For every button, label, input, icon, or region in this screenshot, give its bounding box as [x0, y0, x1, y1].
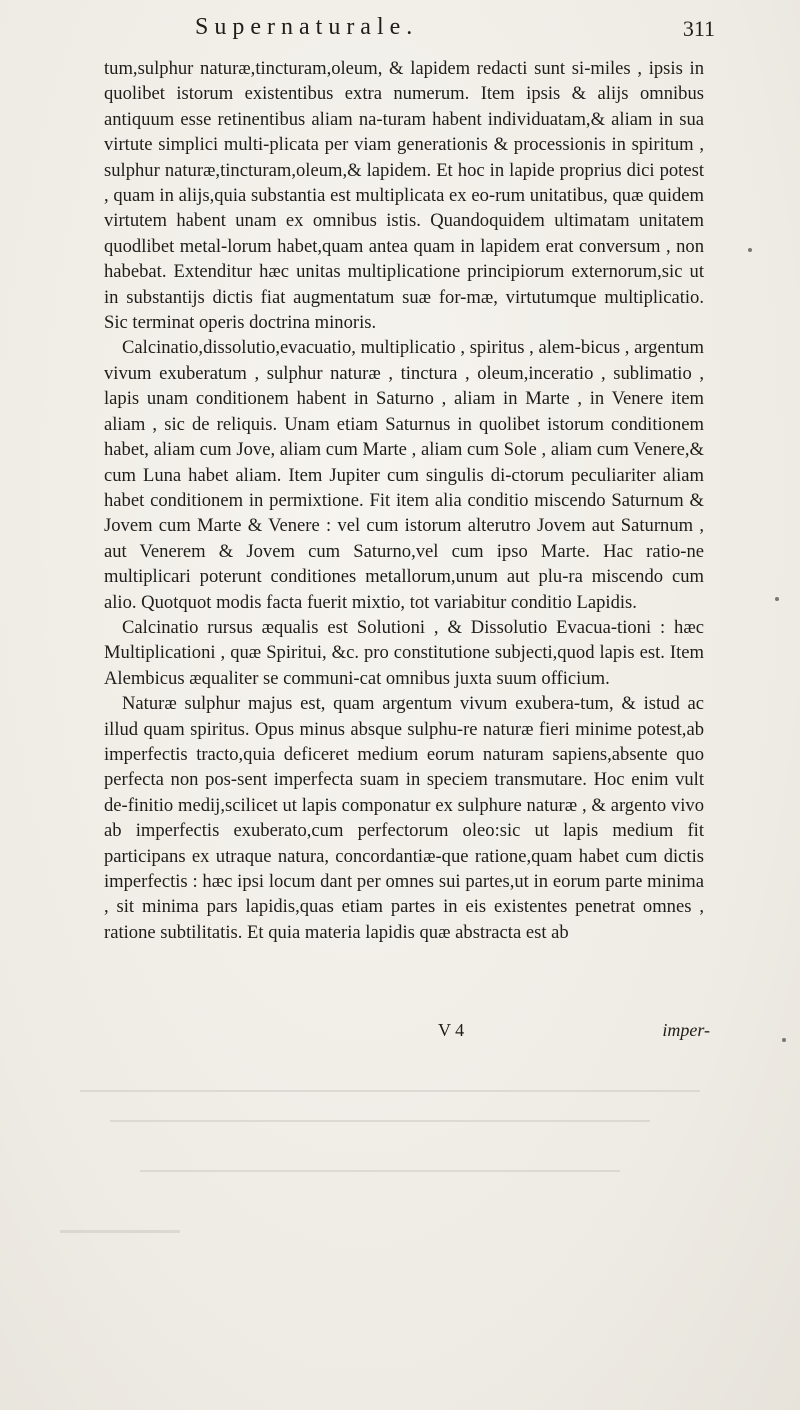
page-footer [350, 1020, 710, 1046]
running-title: Supernaturale. [195, 14, 419, 40]
paragraph-2: Calcinatio,dissolutio,evacuatio, multiplicatio , spiritus , alem-bicus , argentum vivum exuberatum , sulphur naturæ , tinctura , oleum,inceratio , sublimatio , lapis unam conditionem habent in Saturno , aliam in Marte , in Venere item aliam , sic de reliquis. Unam etiam Saturnus in quolibet istorum conditionem habet, aliam cum Jove, aliam cum Marte , aliam cum Sole , aliam cum Venere,& cum Luna habet aliam. Item Jupiter cum singulis di-ctorum peculiariter aliam habet conditionem in permixtione. Fit item alia conditio miscendo Saturnum & Jovem cum Marte & Venere : vel cum istorum alterutro Jovem aut Saturnum , aut Venerem & Jovem cum Saturno,vel cum ipso Marte. Hac ratio-ne multiplicari poterunt conditiones metallorum,unum aut plu-ra miscendo cum alio. Quotquot modis facta fuerit mixtio, tot variabitur conditio Lapidis. [104, 337, 704, 613]
page-number: 311 [682, 16, 715, 41]
paragraph-3: Calcinatio rursus æqualis est Solutioni , & Dissolutio Evacua-tioni : hæc Multiplicationi , quæ Spiritui, &c. pro constitutione subjecti,quod lapis est. Item Alembicus æqualiter se communi-cat omnibus juxta suum officium. [104, 616, 704, 689]
paper-speck [775, 597, 779, 601]
paper-speck [782, 1038, 786, 1042]
paragraph-4: Naturæ sulphur majus est, quam argentum vivum exubera-tum, & istud ac illud quam spiritus. Opus minus absque sulphu-re naturæ fieri minime potest,ab imperfectis tracto,quia deficeret medium eorum naturam sapiens,absente quo perfecta non pos-sent imperfecta suam in speciem transmutare. Hoc enim vult de-finitio medij,scilicet ut lapis componatur ex sulphure naturæ , & argento vivo ab imperfectis exuberato,cum perfectorum oleo:sic ut lapis medium fit participans ex utraque natura, concordantiæ-que ratione,quam habet cum dictis imperfectis : hæc ipsi locum dant per omnes sui partes,ut in eorum parte minima , sit minima pars lapidis,quas etiam partes in eis existentes penetrat omnes , ratione subtilitatis. Et quia materia lapidis quæ abstracta est ab [104, 693, 704, 943]
page-header [95, 14, 715, 54]
signature-mark: V 4 [438, 1020, 465, 1040]
paper-speck [748, 248, 752, 252]
catchword: imper- [662, 1020, 710, 1040]
body-text [104, 56, 704, 945]
paragraph-1: tum,sulphur naturæ,tincturam,oleum, & lapidem redacti sunt si-miles , ipsis in quolibet istorum existentibus extra numerum. Item ipsis & alijs omnibus antiquum esse retinentibus aliam na-turam habent individuatam,& aliam in sua virtute simplici multi-plicata per viam generationis & processionis in spiritum , sulphur naturæ,tincturam,oleum,& lapidem. Et hoc in lapide proprius dici potest , quam in alijs,quia substantia est multiplicata ex eo-rum unitatibus, quæ quidem virtutem habent unam ex omnibus istis. Quandoquidem ultimatam unitatem quodlibet metal-lorum habet,quam antea quam in lapidem erat conversum , non habebat. Extenditur hæc unitas multiplicatione principiorum externorum,sic ut in substantijs dictis fiat augmentatum suæ for-mæ, virtutumque multiplicatio. Sic terminat operis doctrina minoris. [104, 58, 704, 334]
ink-bleed-through [0, 1080, 800, 1410]
